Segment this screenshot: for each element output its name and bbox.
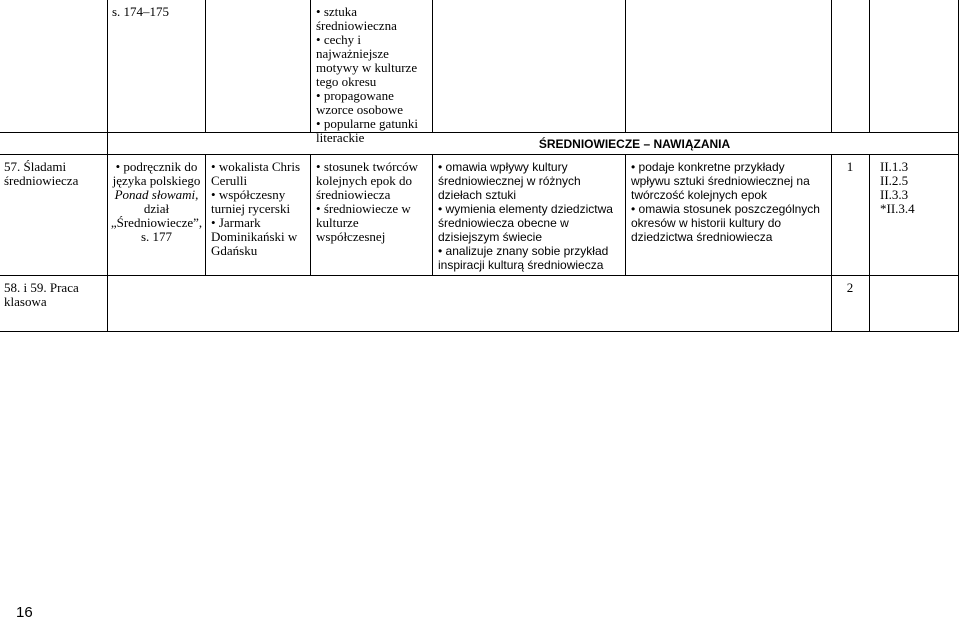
row58-hours: 2: [846, 280, 854, 295]
list-item: • sztuka średniowieczna: [316, 5, 428, 33]
top-pages: s. 174–175: [112, 4, 170, 19]
requirement-code: *II.3.4: [880, 201, 915, 216]
list-item: • wymienia elementy dziedzictwa średniowiecza obecne w dzisiejszym świecie: [438, 202, 622, 244]
list-item: • popularne gatunki literackie: [316, 117, 428, 145]
row57-requirements: [880, 160, 956, 216]
top-forms-list: [316, 5, 428, 145]
col-divider-6b: [831, 154, 832, 331]
list-item: • stosunek twórców kolejnych epok do średniowiecza: [316, 160, 428, 202]
col-divider-5b: [625, 154, 626, 275]
row57-texts-list: [211, 160, 307, 258]
list-item: • cechy i najważniejsze motywy w kulturze tego okresu: [316, 33, 428, 89]
list-item: • wokalista Chris Cerulli: [211, 160, 307, 188]
rule-header-bottom: [0, 154, 959, 155]
list-item: • omawia stosunek poszczególnych okresów w historii kultury do dziedzictwa średniowiecza: [631, 202, 827, 244]
requirement-code: II.1.3: [880, 159, 909, 174]
list-item: • propagowane wzorce osobowe: [316, 89, 428, 117]
col-divider-3: [310, 0, 311, 132]
requirement-code: II.3.3: [880, 187, 909, 202]
row57-topic: 57. Śladami średniowiecza: [4, 159, 79, 188]
list-item: • analizuje znany sobie przykład inspiracji kulturą średniowiecza: [438, 244, 622, 272]
row58-topic: 58. i 59. Praca klasowa: [4, 280, 79, 309]
col-divider-2: [205, 0, 206, 132]
col-divider-3b: [310, 154, 311, 275]
row57-hours: 1: [846, 159, 854, 174]
list-item: • podaje konkretne przykłady wpływu sztuki średniowiecznej na twórczość kolejnych epok: [631, 160, 827, 202]
col-divider-1: [107, 0, 108, 331]
list-item: • średniowiecze w kulturze współczesnej: [316, 202, 428, 244]
list-item: • Jarmark Dominikański w Gdańsku: [211, 216, 307, 258]
page-number: 16: [16, 604, 33, 621]
row57-extended-list: [631, 160, 827, 244]
rule-row58-bottom: [0, 331, 959, 332]
row57-basic-list: [438, 160, 622, 272]
list-item: • omawia wpływy kultury średniowiecznej w różnych dziełach sztuki: [438, 160, 622, 202]
list-item: • współczesny turniej rycerski: [211, 188, 307, 216]
rule-top-section-bottom: [0, 132, 959, 133]
col-divider-5: [625, 0, 626, 132]
source-title: Ponad słowami: [114, 187, 196, 202]
row57-source: [110, 160, 203, 244]
col-divider-6: [831, 0, 832, 132]
rule-row57-bottom: [0, 275, 959, 276]
source-line2: , dział „Średniowiecze”, s. 177: [110, 187, 203, 244]
requirement-code: II.2.5: [880, 173, 909, 188]
col-divider-7: [869, 0, 870, 132]
col-divider-2b: [205, 154, 206, 275]
col-divider-7b: [869, 154, 870, 331]
col-divider-4b: [432, 154, 433, 275]
source-line1: • podręcznik do języka polskiego: [113, 159, 201, 188]
col-divider-4: [432, 0, 433, 132]
row57-forms-list: [316, 160, 428, 244]
section-header: ŚREDNIOWIECZE – NAWIĄZANIA: [538, 137, 731, 151]
